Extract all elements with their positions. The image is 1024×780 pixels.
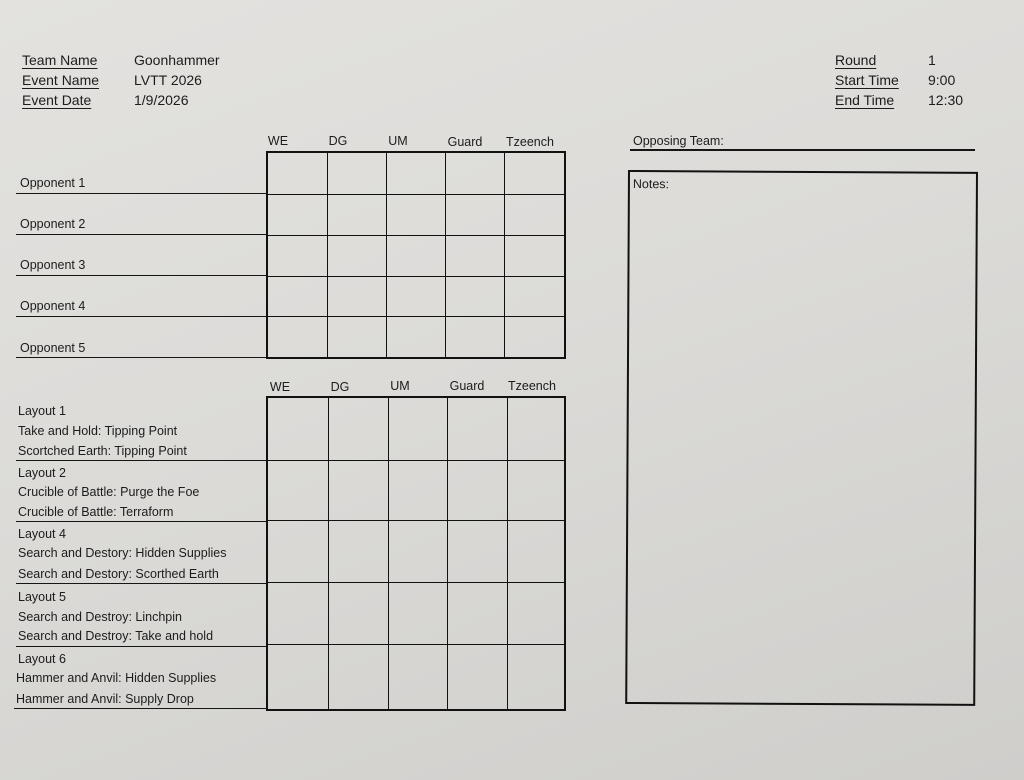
matchup-grid [266,151,566,359]
team-name-value: Goonhammer [134,52,220,68]
layout-4-mission-a: Search and Destory: Hidden Supplies [18,546,227,560]
opponent-2-line [16,234,268,235]
matchup-col-tzeench: Tzeench [506,135,554,149]
layout-2-mission-b: Crucible of Battle: Terraform [18,505,174,519]
end-time-value: 12:30 [928,92,964,108]
event-name-label: Event Name [22,72,100,88]
start-time-value: 9:00 [928,72,956,88]
matchup-col-um: UM [388,134,408,148]
layout-5-line [16,646,268,647]
event-date-value: 1/9/2026 [134,92,189,108]
layout-col-guard: Guard [449,379,485,393]
layout-6-title: Layout 6 [18,652,66,666]
layout-4-title: Layout 4 [18,527,66,541]
layout-6-mission-b: Hammer and Anvil: Supply Drop [16,692,194,706]
notes-box[interactable] [625,170,978,706]
layout-2-mission-a: Crucible of Battle: Purge the Foe [18,485,200,499]
layout-1-mission-a: Take and Hold: Tipping Point [18,424,178,438]
event-name-value: LVTT 2026 [134,72,202,88]
layout-4-line [16,583,268,584]
layout-1-line [16,460,268,461]
round-label: Round [835,52,877,68]
layout-5-mission-a: Search and Destroy: Linchpin [18,610,182,624]
layout-grid [266,396,566,711]
matchup-col-we: WE [267,134,289,148]
layout-2-line [16,521,268,522]
opponent-2-label: Opponent 2 [20,217,86,231]
start-time-label: Start Time [835,72,899,88]
opposing-team-line [630,149,975,151]
opponent-1-label: Opponent 1 [20,176,86,190]
matchup-col-dg: DG [328,134,348,148]
layout-5-title: Layout 5 [18,590,66,604]
matchup-col-guard: Guard [447,135,483,149]
team-name-label: Team Name [22,52,98,68]
opponent-4-label: Opponent 4 [20,299,86,313]
notes-label: Notes: [632,177,670,192]
layout-1-title: Layout 1 [18,404,66,418]
round-value: 1 [928,52,936,68]
opponent-3-label: Opponent 3 [20,258,86,272]
layout-6-mission-a: Hammer and Anvil: Hidden Supplies [16,671,217,685]
opponent-5-label: Opponent 5 [20,341,86,355]
event-date-label: Event Date [22,92,92,108]
opponent-5-line [16,357,268,358]
layout-1-mission-b: Scortched Earth: Tipping Point [18,444,187,458]
end-time-label: End Time [835,92,895,108]
layout-col-we: WE [269,380,291,394]
layout-2-title: Layout 2 [18,466,66,480]
layout-col-tzeench: Tzeench [508,379,556,393]
layout-col-dg: DG [330,380,350,394]
opponent-3-line [16,275,268,276]
opponent-4-line [16,316,268,317]
opposing-team-label: Opposing Team: [633,134,724,148]
layout-col-um: UM [390,379,410,393]
layout-5-mission-b: Search and Destroy: Take and hold [18,629,214,643]
layout-4-mission-b: Search and Destory: Scorthed Earth [18,567,219,581]
layout-6-line [14,708,268,709]
opponent-1-line [16,193,268,194]
